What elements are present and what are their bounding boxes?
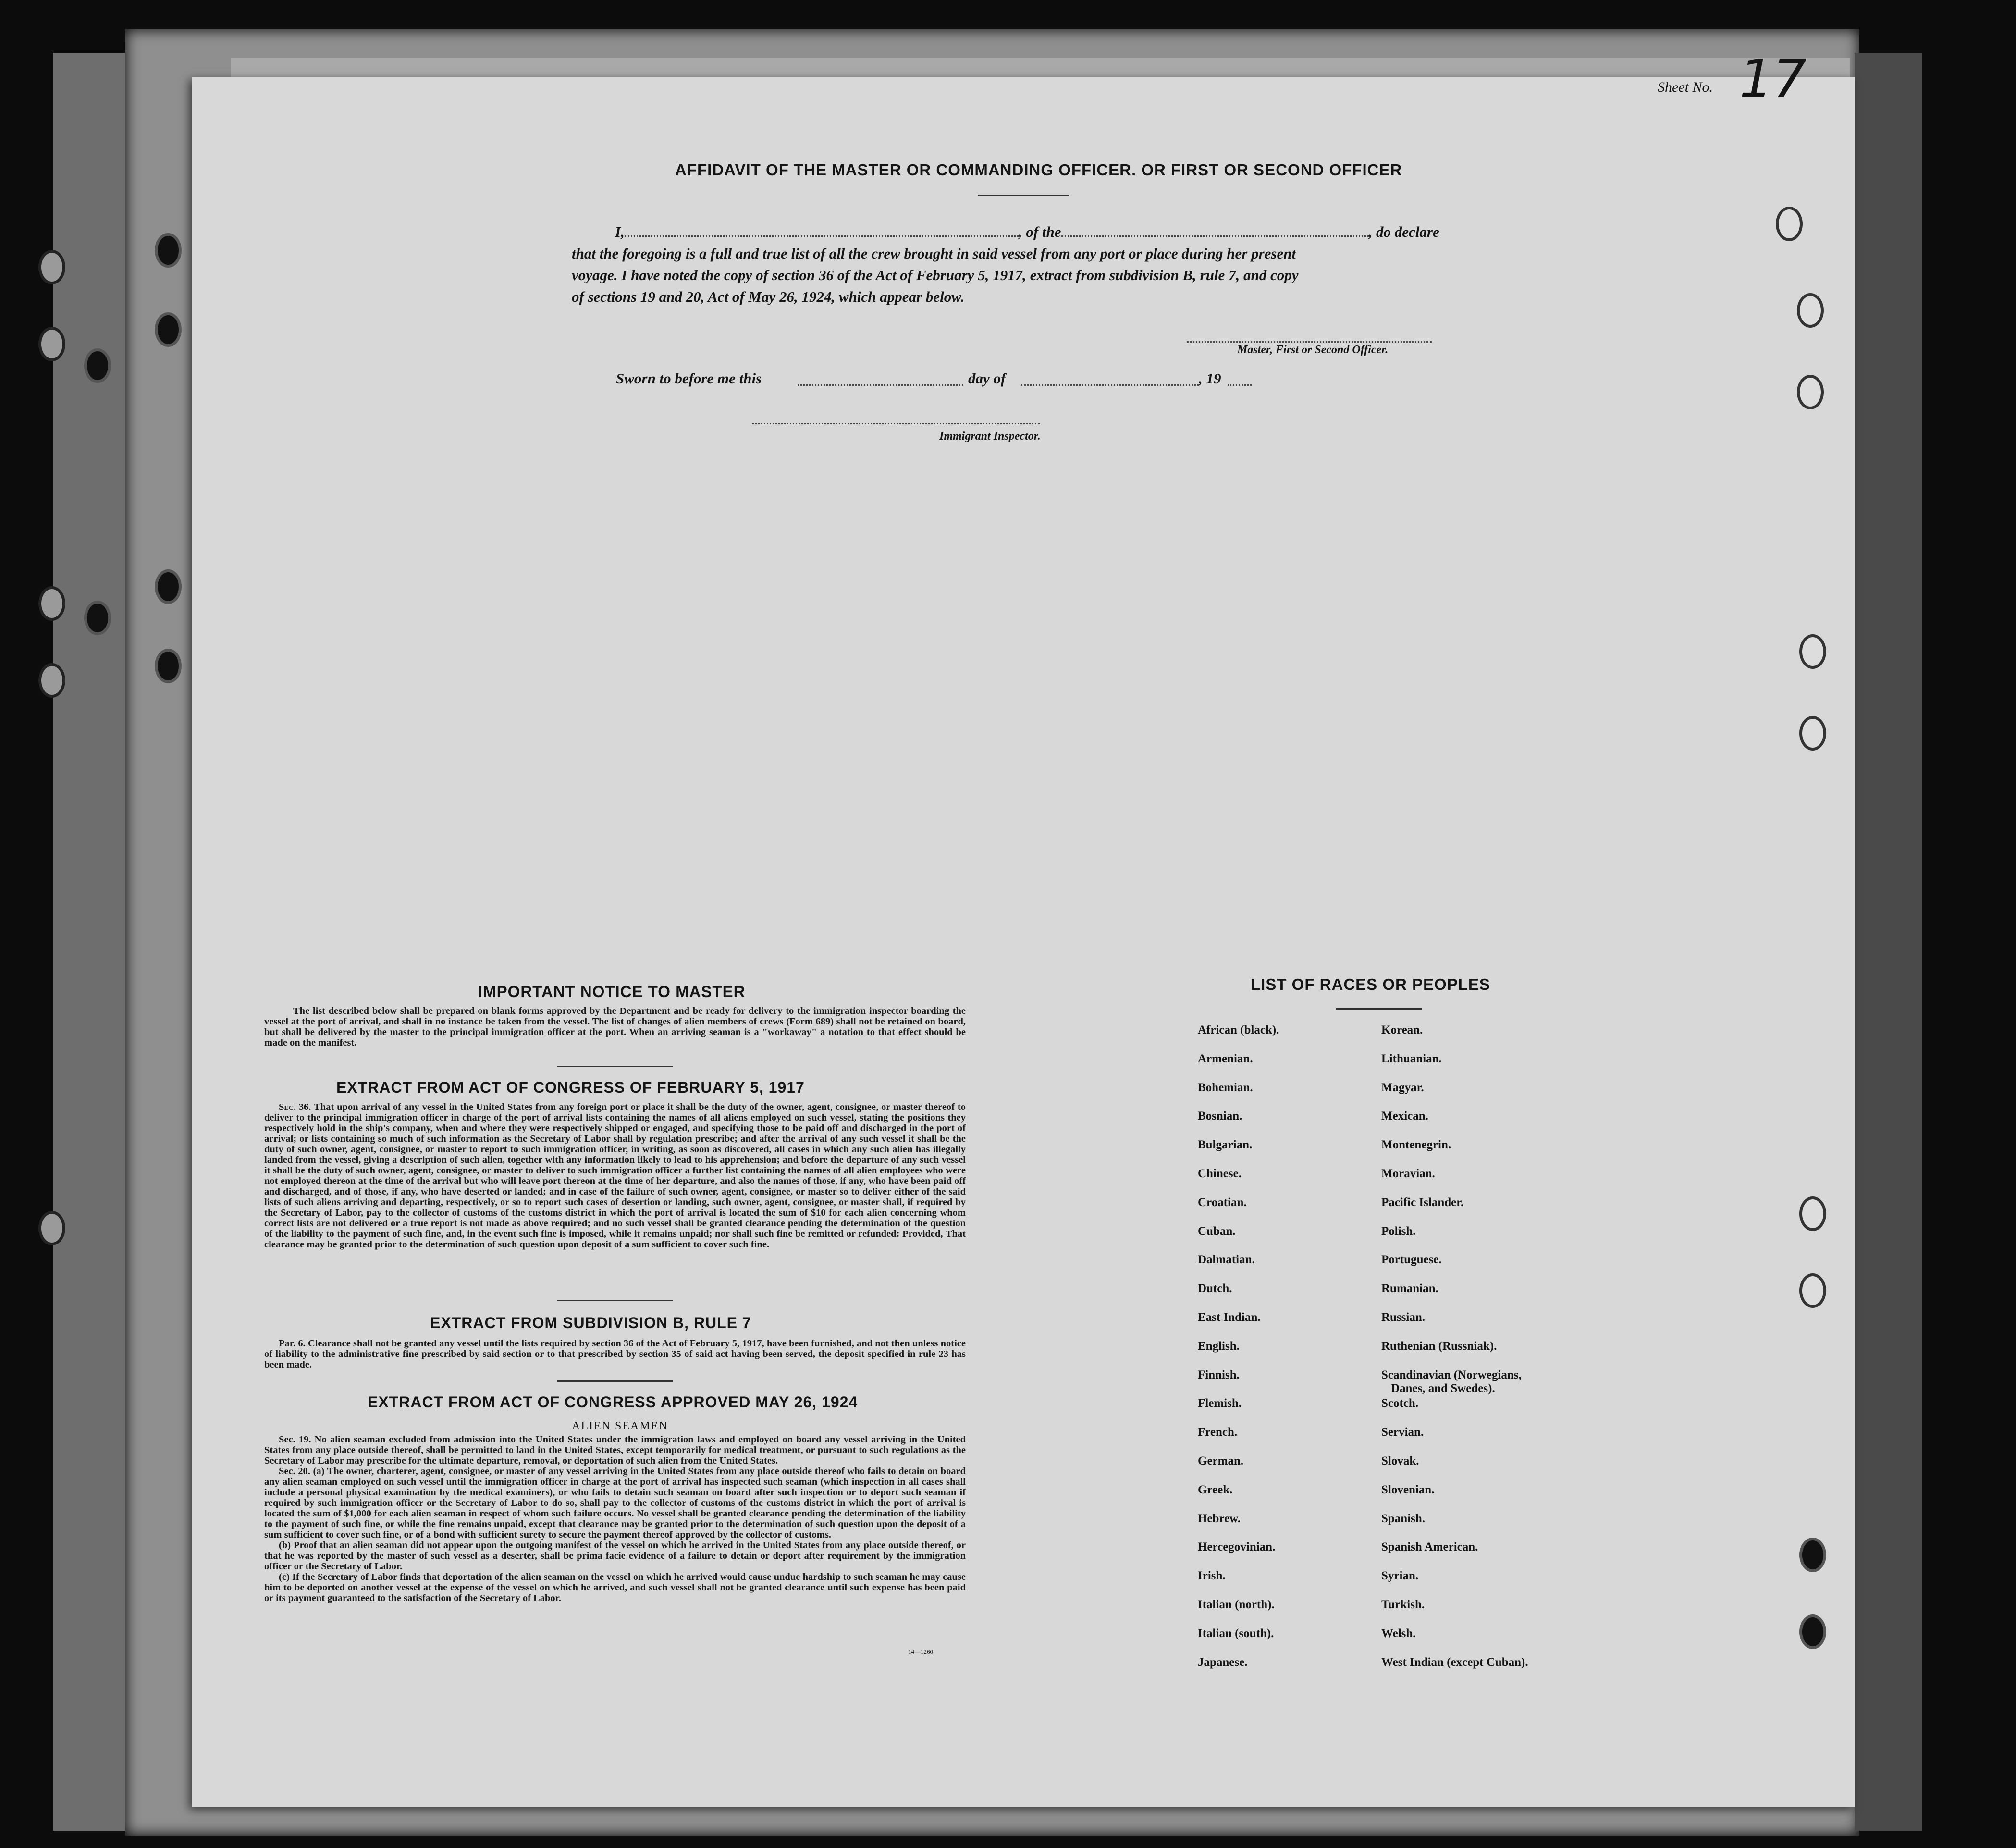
vessel-blank-field[interactable]	[1061, 235, 1369, 237]
sec-20a-text: Sec. 20. (a) The owner, charterer, agent, consignee, or master of any vessel arriving in the United States from any place outside thereof who fails to detain on board any alien seaman employed on such vessel until the immigration officer in charge at the port of arrival has inspected such seaman (which inspection in all cases shall include a personal physical examination by the medical examiners), or who fails to detain such seaman on board after such inspection or to deport such seaman if required by such immigration officer or the Secretary of Labor to do so, shall pay to the collector of customs of the customs district in which the port of arrival is located the sum of $1,000 for each alien seaman in respect of whom such failure occurs. No vessel shall be granted clearance pending the determination of the liability to the payment of such fine, or while the fine remains unpaid, except that clearance may be granted prior to the determination of such question upon the deposit of a sum sufficient to cover such fine, or of a bond with sufficient surety to secure the payment thereof approved by the collector of customs.	[264, 1466, 966, 1540]
race-item: Dalmatian.	[1198, 1253, 1255, 1267]
race-item: Spanish American.	[1381, 1540, 1478, 1554]
race-item: Portuguese.	[1381, 1253, 1442, 1267]
race-item: Russian.	[1381, 1311, 1426, 1324]
master-signature-line[interactable]	[1187, 341, 1432, 343]
race-item: Turkish.	[1381, 1598, 1425, 1611]
race-item: Bosnian.	[1198, 1109, 1242, 1123]
race-item: Moravian.	[1381, 1167, 1435, 1180]
race-item: Finnish.	[1198, 1368, 1240, 1381]
race-item: Hercegovinian.	[1198, 1540, 1276, 1554]
section-divider	[557, 1066, 673, 1067]
race-item: Flemish.	[1198, 1397, 1242, 1410]
binder-hole-icon	[84, 601, 111, 635]
race-item: Irish.	[1198, 1569, 1226, 1583]
race-item: Chinese.	[1198, 1167, 1242, 1180]
race-item: Japanese.	[1198, 1655, 1248, 1669]
race-item: Spanish.	[1381, 1512, 1426, 1525]
punch-hole-icon	[1776, 207, 1803, 241]
punch-hole-icon	[1797, 375, 1824, 409]
sec-20c-text: (c) If the Secretary of Labor finds that deportation of the alien seaman on the vessel on which he arrived would cause undue hardship to such seaman he may cause him to be deported on another vessel at the expense of the vessel on which he arrived, and such vessel shall not be granted clearance until such expense has been paid or its payment guaranteed to the satisfaction of the Secretary of Labor.	[264, 1572, 966, 1603]
section-divider	[557, 1380, 673, 1382]
race-item: Syrian.	[1381, 1569, 1419, 1583]
rule-7-title: EXTRACT FROM SUBDIVISION B, RULE 7	[430, 1314, 751, 1331]
race-item: Dutch.	[1198, 1282, 1232, 1295]
race-item: Pacific Islander.	[1381, 1195, 1464, 1209]
sec-20b-text: (b) Proof that an alien seaman did not appear upon the outgoing manifest of the vessel on which he arrived in the United States from any place outside thereof, or that he was reported by the master of such vessel as a deserter, shall be prima facie evidence of a failure to detain or deport after requirement by the immigration officer or the Secretary of Labor.	[264, 1540, 966, 1572]
punch-hole-icon	[155, 312, 182, 347]
race-item: Lithuanian.	[1381, 1052, 1442, 1065]
race-item: Mexican.	[1381, 1109, 1428, 1123]
race-item: Hebrew.	[1198, 1512, 1241, 1525]
punch-hole-icon	[1797, 293, 1824, 328]
punch-hole-icon	[155, 649, 182, 683]
sworn-month-field[interactable]	[1021, 384, 1199, 386]
punch-hole-icon	[1799, 1273, 1826, 1308]
race-item: German.	[1198, 1454, 1244, 1467]
race-item: Italian (north).	[1198, 1598, 1275, 1611]
punch-hole-icon	[1799, 1538, 1826, 1572]
race-item: English.	[1198, 1339, 1240, 1353]
binder-hole-icon	[38, 250, 65, 284]
punch-hole-icon	[1799, 1614, 1826, 1649]
race-item-continuation: Danes, and Swedes).	[1391, 1381, 1495, 1395]
affidavit-title: AFFIDAVIT OF THE MASTER OR COMMANDING OFFICER. OR FIRST OR SECOND OFFICER	[675, 161, 1402, 179]
right-binder-edge	[1855, 53, 1922, 1831]
race-item: Croatian.	[1198, 1195, 1247, 1209]
races-divider	[1336, 1008, 1422, 1010]
sworn-year-field[interactable]	[1228, 384, 1252, 386]
section-divider	[557, 1300, 673, 1301]
race-item: Montenegrin.	[1381, 1138, 1451, 1152]
inspector-signature-line[interactable]	[752, 423, 1040, 424]
extract-1924-body	[264, 1434, 966, 1603]
race-item: Ruthenian (Russniak).	[1381, 1339, 1497, 1353]
title-divider	[978, 195, 1069, 196]
sworn-year-prefix: , 19	[1199, 370, 1221, 387]
sheet-number-label: Sheet No.	[1658, 79, 1713, 95]
punch-hole-icon	[1799, 716, 1826, 751]
notice-text: The list described below shall be prepared on blank forms approved by the Department and be ready for delivery to the immigration inspector boarding the vessel at the port of arrival, and shall in no instance be taken from the vessel. The list of changes of alien members of crews (Form 689) shall not be retained on board, but shall be delivered by the master to the principal immigration officer at the port. When an arriving seaman is a "workaway" a notation to that effect should be made on the manifest.	[264, 1006, 966, 1048]
race-item: Scotch.	[1381, 1397, 1419, 1410]
race-item: Slovak.	[1381, 1454, 1419, 1467]
race-item: African (black).	[1198, 1023, 1279, 1036]
punch-hole-icon	[155, 233, 182, 268]
binder-hole-icon	[38, 663, 65, 698]
punch-hole-icon	[1799, 634, 1826, 669]
affidavit-line-4: of sections 19 and 20, Act of May 26, 1924, which appear below.	[572, 288, 965, 305]
race-item: Bohemian.	[1198, 1081, 1253, 1094]
race-item: Welsh.	[1381, 1626, 1416, 1640]
affidavit-body	[572, 221, 1480, 308]
inspector-caption: Immigrant Inspector.	[939, 430, 1041, 443]
extract-1924-title: EXTRACT FROM ACT OF CONGRESS APPROVED MAY 26, 1924	[368, 1393, 858, 1411]
binder-hole-icon	[84, 348, 111, 383]
race-item: Greek.	[1198, 1483, 1233, 1496]
alien-seamen-subtitle: ALIEN SEAMEN	[572, 1420, 668, 1432]
race-item: Slovenian.	[1381, 1483, 1435, 1496]
race-item: Scandinavian (Norwegians,	[1381, 1368, 1522, 1381]
races-title: LIST OF RACES OR PEOPLES	[1251, 975, 1490, 993]
sworn-text: Sworn to before me this	[616, 370, 762, 387]
sworn-day-field[interactable]	[798, 384, 963, 386]
form-number: 14—1260	[908, 1648, 933, 1655]
race-item: French.	[1198, 1426, 1238, 1439]
race-item: Magyar.	[1381, 1081, 1424, 1094]
race-item: Italian (south).	[1198, 1626, 1274, 1640]
binder-hole-icon	[38, 586, 65, 621]
binder-hole-icon	[38, 327, 65, 361]
sheet-number-value: 17	[1739, 48, 1807, 110]
race-item: Cuban.	[1198, 1224, 1236, 1238]
extract-1917-text: Sec. 36. That upon arrival of any vessel in the United States from any foreign port or place it shall be the duty of the owner, agent, consignee, or master thereof to deliver to the principal immigration officer in charge of the port of arrival lists containing the names of all aliens employed on such vessel, stating the positions they respectively hold in the ship's company, when and where they were respectively shipped or engaged, and specifying those to be paid off and discharged in the port of arrival; or lists containing so much of such information as the Secretary of Labor shall by regulation prescribe; and after the arrival of any such vessel it shall be the duty of such owner, agent, consignee, or master to report to such immigration officer, in writing, as soon as discovered, all cases in which any such alien has illegally landed from the vessel, giving a description of such alien, together with any information likely to lead to his apprehension; and before the departure of any such vessel it shall be the duty of such owner, agent, consignee, or master to deliver to such immigration officer a further list containing the names of all alien employees who were not employed thereon at the time of the arrival but who will leave port thereon at the time of her departure, and also the names of those, if any, who have been paid off and discharged, and of those, if any, who have deserted or landed; and in case of the failure of such owner, agent, consignee, or master so to deliver either of the said lists of such aliens arriving and departing, respectively, or so to report such cases of desertion or landing, such owner, agent, consignee, or master shall, if required by the Secretary of Labor, pay to the collector of customs of the customs district in which the port of arrival is located the sum of $10 for each alien concerning whom correct lists are not delivered or a true report is not made as above required; and no such vessel shall be granted clearance pending the determination of the question of the liability to the payment of such fine, and, in the event such fine is imposed, while it remains unpaid; nor shall such fine be remitted or refunded: Provided, That clearance may be granted prior to the determination of such question upon deposit of a sum sufficient to cover such fine.	[264, 1102, 966, 1250]
name-blank-field[interactable]	[625, 235, 1019, 237]
race-item: Bulgarian.	[1198, 1138, 1253, 1152]
notice-title: IMPORTANT NOTICE TO MASTER	[478, 983, 746, 1000]
sworn-day-of: day of	[968, 370, 1006, 387]
binder-hole-icon	[38, 1211, 65, 1245]
master-caption: Master, First or Second Officer.	[1237, 344, 1389, 356]
race-item: West Indian (except Cuban).	[1381, 1655, 1528, 1669]
race-item: Servian.	[1381, 1426, 1424, 1439]
extract-1917-title: EXTRACT FROM ACT OF CONGRESS OF FEBRUARY 5, 1917	[336, 1079, 805, 1096]
race-item: East Indian.	[1198, 1311, 1261, 1324]
rule-7-text: Par. 6. Clearance shall not be granted any vessel until the lists required by section 36 of the Act of February 5, 1917, have been furnished, and not then unless notice of liability to the administrative fine prescribed by said section or to that prescribed by section 35 of said act having been served, the deposit specified in rule 23 has been made.	[264, 1338, 966, 1370]
race-item: Korean.	[1381, 1023, 1423, 1036]
sec-19-text: Sec. 19. No alien seaman excluded from admission into the United States under the immigration laws and employed on board any vessel arriving in the United States from any place outside thereof, shall be permitted to land in the United States, except temporarily for medical treatment, or pursuant to such regulations as the Secretary of Labor may prescribe for the ultimate departure, removal, or deportation of such alien from the United States.	[264, 1434, 966, 1466]
affidavit-line-3: voyage. I have noted the copy of section 36 of the Act of February 5, 1917, extract from subdivision B, rule 7, and copy	[572, 267, 1299, 283]
race-item: Armenian.	[1198, 1052, 1253, 1065]
punch-hole-icon	[155, 569, 182, 604]
affidavit-line-2: that the foregoing is a full and true list of all the crew brought in said vessel from any port or place during her present	[572, 245, 1296, 262]
affidavit-line-1: I, , of the , do declare	[615, 223, 1439, 240]
race-item: Rumanian.	[1381, 1282, 1438, 1295]
punch-hole-icon	[1799, 1196, 1826, 1231]
race-item: Polish.	[1381, 1224, 1416, 1238]
